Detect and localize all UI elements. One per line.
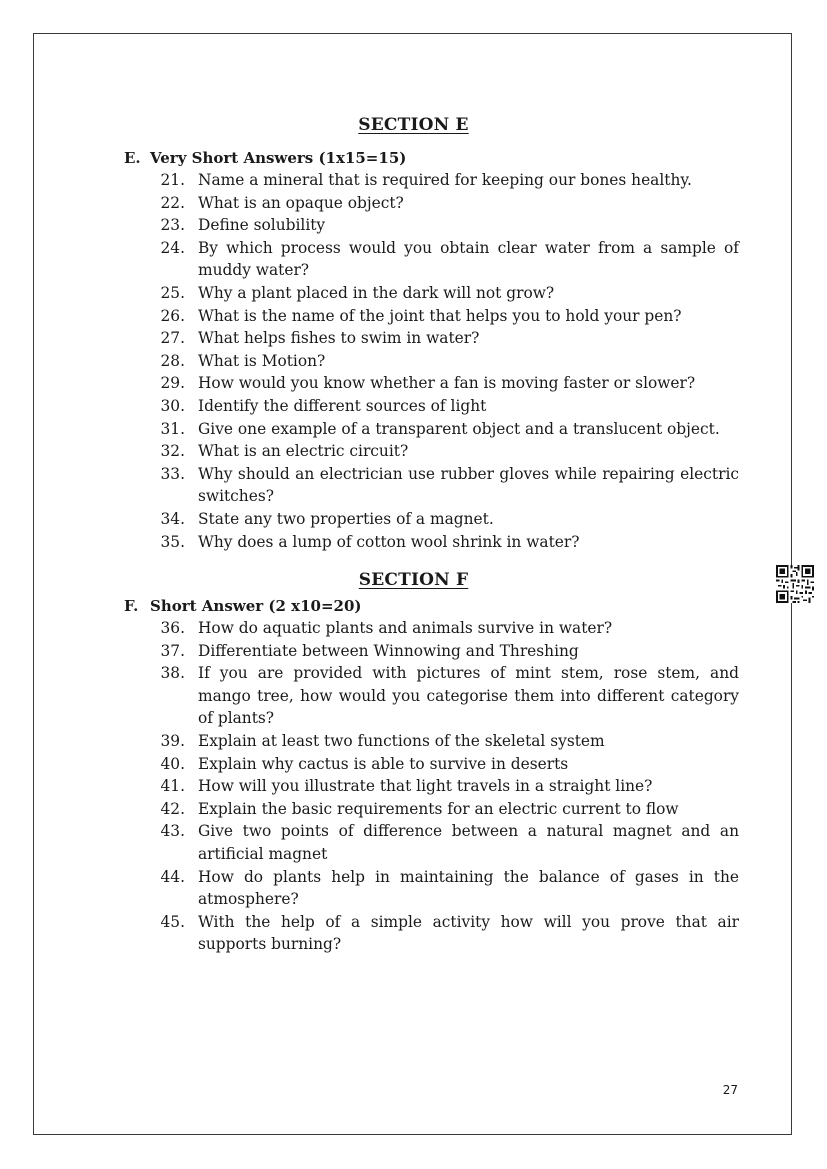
question-number: 40. (160, 754, 185, 773)
question-number: 42. (160, 799, 185, 818)
question-number: 27. (160, 329, 185, 348)
question-item (153, 372, 739, 395)
section-f-heading: SECTION F (358, 570, 469, 590)
question-item (153, 395, 739, 418)
question-number: 37. (160, 641, 185, 660)
question-number: 23. (160, 216, 185, 235)
question-number: 44. (160, 867, 185, 886)
question-item (153, 169, 739, 192)
page-number: 27 (722, 1083, 738, 1097)
section-e-subheading (124, 149, 406, 167)
section-f-subheading (124, 597, 361, 615)
section-f-subtitle: Short Answer (2 x10=20) (150, 597, 362, 615)
question-item (153, 237, 739, 282)
question-text: Identify the different sources of light (198, 396, 487, 415)
question-text: What is the name of the joint that helps you to hold your pen? (198, 306, 682, 325)
section-e-heading: SECTION E (358, 115, 469, 135)
question-number: 21. (160, 171, 185, 189)
question-text: What is Motion? (198, 351, 326, 370)
question-item (153, 775, 739, 798)
question-text: Explain the basic requirements for an electric current to flow (198, 799, 679, 818)
question-item (153, 192, 739, 215)
question-number: 25. (160, 283, 185, 302)
question-number: 33. (160, 464, 185, 483)
question-number: 36. (160, 619, 185, 637)
question-text: Define solubility (198, 216, 326, 235)
question-text: Explain at least two functions of the skeletal system (198, 731, 605, 750)
question-item (153, 350, 739, 373)
question-item (153, 640, 739, 663)
question-number: 34. (160, 509, 185, 528)
question-text: How do aquatic plants and animals survive in water? (198, 619, 613, 637)
question-text: By which process would you obtain clear water from a sample of muddy water? (198, 238, 739, 280)
question-text: Explain why cactus is able to survive in deserts (198, 754, 569, 773)
question-text: Give two points of difference between a natural magnet and an artificial magnet (198, 822, 739, 863)
section-e-subtitle: Very Short Answers (1x15=15) (150, 149, 407, 167)
question-number: 24. (160, 238, 185, 257)
question-text: If you are provided with pictures of mint stem, rose stem, and mango tree, how would you categorise them into different category of plants? (198, 664, 739, 728)
question-item (153, 531, 739, 554)
question-number: 38. (160, 664, 185, 683)
question-text: Why a plant placed in the dark will not grow? (198, 283, 555, 302)
question-item (153, 418, 739, 441)
question-number: 41. (160, 777, 185, 796)
question-text: Why should an electrician use rubber gloves while repairing electric switches? (198, 464, 739, 506)
section-f-letter: F. (124, 597, 139, 615)
question-item (153, 866, 739, 911)
question-item (153, 214, 739, 237)
question-text: How do plants help in maintaining the balance of gases in the atmosphere? (198, 867, 739, 909)
question-item (153, 282, 739, 305)
question-number: 29. (160, 374, 185, 393)
question-number: 26. (160, 306, 185, 325)
question-item (153, 508, 739, 531)
question-number: 30. (160, 396, 185, 415)
question-item (153, 662, 739, 730)
question-text: Name a mineral that is required for keeping our bones healthy. (198, 171, 692, 189)
question-text: Why does a lump of cotton wool shrink in water? (198, 532, 580, 551)
question-text: Differentiate between Winnowing and Threshing (198, 641, 579, 660)
question-number: 35. (160, 532, 185, 551)
question-number: 32. (160, 442, 185, 461)
question-item (153, 617, 739, 640)
section-e-question-list (153, 169, 739, 553)
question-number: 45. (160, 912, 185, 931)
question-item (153, 730, 739, 753)
question-text: State any two properties of a magnet. (198, 509, 494, 528)
question-number: 31. (160, 419, 185, 438)
question-number: 39. (160, 731, 185, 750)
question-text: With the help of a simple activity how will you prove that air supports burning? (198, 912, 739, 954)
question-text: How will you illustrate that light travels in a straight line? (198, 777, 653, 796)
question-item (153, 820, 739, 865)
question-item (153, 798, 739, 821)
question-text: What is an electric circuit? (198, 442, 409, 461)
section-e-letter: E. (124, 149, 141, 167)
question-text: What is an opaque object? (198, 193, 404, 212)
question-number: 28. (160, 351, 185, 370)
qr-code-icon (776, 565, 814, 603)
question-item (153, 327, 739, 350)
question-item (153, 911, 739, 956)
question-text: What helps fishes to swim in water? (198, 329, 480, 348)
question-item (153, 463, 739, 508)
question-number: 43. (160, 822, 185, 841)
question-number: 22. (160, 193, 185, 212)
section-f-question-list (153, 617, 739, 956)
question-item (153, 440, 739, 463)
question-item (153, 305, 739, 328)
question-text: Give one example of a transparent object and a translucent object. (198, 419, 720, 438)
question-text: How would you know whether a fan is moving faster or slower? (198, 374, 696, 393)
question-item (153, 753, 739, 776)
